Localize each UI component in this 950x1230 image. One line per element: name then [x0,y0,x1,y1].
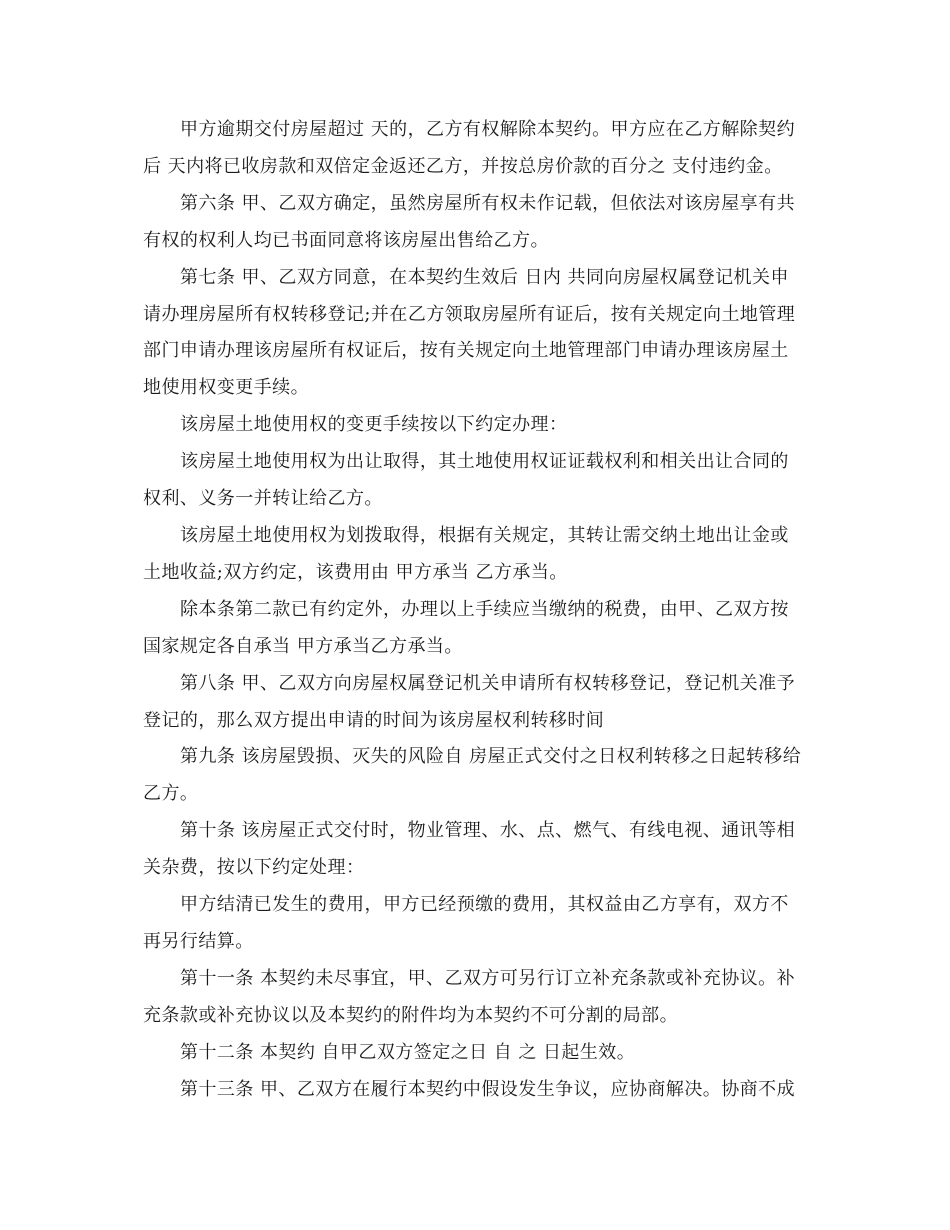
paragraph-line: 充条款或补充协议以及本契约的附件均为本契约不可分割的局部。 [143,1004,679,1026]
paragraph-line: 甲方结清已发生的费用，甲方已经预缴的费用，其权益由乙方享有，双方不 [180,894,789,916]
paragraph-line: 土地收益;双方约定，该费用由 甲方承当 乙方承当。 [143,561,568,583]
paragraph-line: 该房屋土地使用权的变更手续按以下约定办理： [180,414,568,436]
paragraph-line: 部门申请办理该房屋所有权证后，按有关规定向土地管理部门申请办理该房屋土 [143,340,789,362]
paragraph-line: 国家规定各自承当 甲方承当乙方承当。 [143,635,463,657]
paragraph-line: 该房屋土地使用权为出让取得，其土地使用权证证载权利和相关出让合同的 [180,451,789,473]
paragraph-line: 该房屋土地使用权为划拨取得，根据有关规定，其转让需交纳土地出让金或 [180,524,789,546]
document-body [143,112,813,1108]
paragraph-line: 第十一条 本契约未尽事宜，甲、乙双方可另行订立补充条款或补充协议。补 [180,967,796,989]
paragraph-line: 第九条 该房屋毁损、灭失的风险自 房屋正式交付之日权利转移之日起转移给 [180,746,802,768]
paragraph-line: 第六条 甲、乙双方确定，虽然房屋所有权未作记载，但依法对该房屋享有共 [180,192,796,214]
paragraph-line: 权利、义务一并转让给乙方。 [143,488,383,510]
paragraph-line: 第八条 甲、乙双方向房屋权属登记机关申请所有权转移登记，登记机关准予 [180,672,796,694]
paragraph-line: 乙方。 [143,783,199,805]
paragraph-line: 第七条 甲、乙双方同意，在本契约生效后 日内 共同向房屋权属登记机关申 [180,266,789,288]
paragraph-line: 关杂费，按以下约定处理： [143,857,365,879]
paragraph-line: 请办理房屋所有权转移登记;并在乙方领取房屋所有证后，按有关规定向土地管理 [143,303,796,325]
paragraph-line: 第十三条 甲、乙双方在履行本契约中假设发生争议，应协商解决。协商不成 [180,1078,796,1100]
paragraph-line: 有权的权利人均已书面同意将该房屋出售给乙方。 [143,229,549,251]
paragraph-line: 后 天内将已收房款和双倍定金返还乙方，并按总房价款的百分之 支付违约金。 [143,155,783,177]
paragraph-line: 再另行结算。 [143,930,254,952]
paragraph-line: 登记的，那么双方提出申请的时间为该房屋权利转移时间 [143,709,605,731]
paragraph-line: 甲方逾期交付房屋超过 天的，乙方有权解除本契约。甲方应在乙方解除契约 [180,119,796,140]
paragraph-line: 除本条第二款已有约定外，办理以上手续应当缴纳的税费，由甲、乙双方按 [180,598,789,620]
paragraph-line: 第十条 该房屋正式交付时，物业管理、水、点、燃气、有线电视、通讯等相 [180,820,796,842]
paragraph-line: 第十二条 本契约 自甲乙双方签定之日 自 之 日起生效。 [180,1041,636,1063]
paragraph-line: 地使用权变更手续。 [143,377,310,399]
